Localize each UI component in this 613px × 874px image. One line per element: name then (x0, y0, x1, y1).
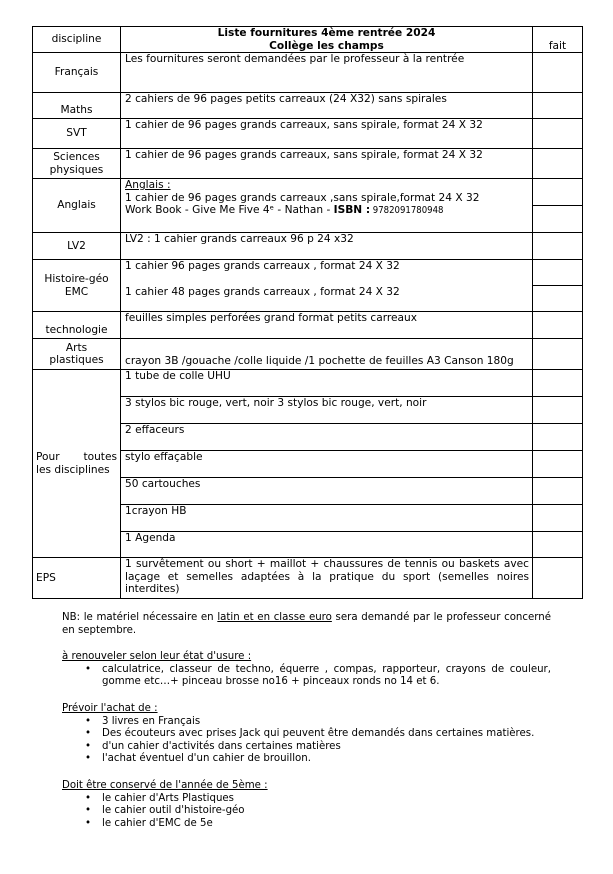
fait-cell (533, 206, 583, 233)
list-item: • le cahier d'Arts Plastiques (102, 793, 551, 806)
fait-cell (533, 93, 583, 119)
fait-cell (533, 451, 583, 478)
row-francais (33, 53, 583, 93)
item-arts: crayon 3B /gouache /colle liquide /1 pochette de feuilles A3 Canson 180g (121, 339, 533, 370)
fait-cell (533, 532, 583, 558)
fait-cell (533, 339, 583, 370)
row-maths (33, 93, 583, 119)
discipline-toutes (33, 370, 121, 558)
list-item: • Des écouteurs avec prises Jack qui peuvent être demandés dans certaines matières. (102, 728, 551, 741)
renouveler-list (62, 664, 551, 689)
fait-cell (533, 53, 583, 93)
anglais-workbook: Work Book - Give Me Five 4ᵉ - Nathan - (125, 204, 334, 216)
conserve-list (62, 793, 551, 831)
header-title (121, 27, 533, 53)
item-eps: 1 survêtement ou short + maillot + chaussures de tennis ou baskets avec laçage et semelles adaptées à la pratique du sport (semelles noires interdites) (121, 558, 533, 599)
discipline-toutes-line2: les disciplines (36, 463, 110, 476)
discipline-histoire (33, 260, 121, 312)
item-techno: feuilles simples perforées grand format petits carreaux (121, 312, 533, 339)
fait-cell (533, 149, 583, 179)
anglais-heading: Anglais : (125, 179, 171, 191)
nb-prefix: NB: le matériel nécessaire en (62, 612, 218, 623)
prevoir-list (62, 716, 551, 766)
header-fait: fait (533, 27, 583, 53)
notes-section (62, 612, 551, 830)
fait-cell (533, 478, 583, 505)
discipline-sciences (33, 149, 121, 179)
conserve-title: Doit être conservé de l'année de 5ème : (62, 779, 268, 791)
row-eps (33, 558, 583, 599)
fait-cell (533, 260, 583, 286)
header-row (33, 27, 583, 53)
fait-cell (533, 286, 583, 312)
discipline-toutes-line1: Pour toutes (36, 451, 117, 463)
nb-paragraph (62, 612, 551, 637)
isbn-label: ISBN : (333, 204, 371, 216)
fait-cell (533, 424, 583, 451)
row-anglais-1 (33, 179, 583, 206)
list-item: • 3 livres en Français (102, 716, 551, 729)
isbn-value: 9782091780948 (370, 205, 444, 216)
list-item: • l'achat éventuel d'un cahier de brouillon. (102, 753, 551, 766)
fait-cell (533, 370, 583, 397)
list-item: • calculatrice, classeur de techno, équerre , compas, rapporteur, crayons de couleur, gomme etc…+ pinceau brosse no16 + pinceaux ronds no 14 et 6. (102, 664, 551, 689)
item-toutes-4: 50 cartouches (121, 478, 533, 505)
fait-cell (533, 397, 583, 424)
fait-cell (533, 505, 583, 532)
item-toutes-0: 1 tube de colle UHU (121, 370, 533, 397)
supplies-table (32, 26, 583, 599)
item-maths: 2 cahiers de 96 pages petits carreaux (24 X32) sans spirales (121, 93, 533, 119)
row-histoire-1 (33, 260, 583, 286)
fait-cell (533, 312, 583, 339)
renouveler-title: à renouveler selon leur état d'usure : (62, 651, 252, 663)
fait-cell (533, 179, 583, 206)
nb-suffix: sera demandé par le professeur concerné en septembre. (62, 612, 551, 636)
anglais-workbook-line (125, 204, 529, 218)
item-histoire-2: 1 cahier 48 pages grands carreaux , format 24 X 32 (121, 286, 533, 312)
discipline-sciences-line1: Sciences (53, 151, 100, 163)
row-arts (33, 339, 583, 370)
discipline-arts-line2: plastiques (49, 354, 104, 366)
discipline-anglais: Anglais (33, 179, 121, 233)
discipline-arts (33, 339, 121, 370)
row-techno (33, 312, 583, 339)
item-histoire-1: 1 cahier 96 pages grands carreaux , format 24 X 32 (121, 260, 533, 286)
fait-cell (533, 558, 583, 599)
item-francais: Les fournitures seront demandées par le professeur à la rentrée (121, 53, 533, 93)
header-discipline: discipline (33, 27, 121, 53)
title-line-1: Liste fournitures 4ème rentrée 2024 (217, 27, 436, 39)
discipline-svt: SVT (33, 119, 121, 149)
discipline-histoire-line1: Histoire-géo (44, 273, 109, 285)
discipline-arts-line1: Arts (65, 341, 88, 354)
item-toutes-5: 1crayon HB (121, 505, 533, 532)
row-sciences (33, 149, 583, 179)
discipline-techno: technologie (33, 312, 121, 339)
item-anglais (121, 179, 533, 233)
prevoir-title: Prévoir l'achat de : (62, 702, 158, 714)
discipline-lv2: LV2 (33, 233, 121, 260)
discipline-francais: Français (33, 53, 121, 93)
item-toutes-3: stylo effaçable (121, 451, 533, 478)
item-toutes-6: 1 Agenda (121, 532, 533, 558)
fait-cell (533, 233, 583, 260)
discipline-histoire-line2: EMC (64, 285, 89, 298)
list-item: • le cahier d'EMC de 5e (102, 818, 551, 831)
row-toutes-0 (33, 370, 583, 397)
discipline-maths: Maths (33, 93, 121, 119)
item-toutes-1: 3 stylos bic rouge, vert, noir 3 stylos bic rouge, vert, noir (121, 397, 533, 424)
list-item: • le cahier outil d'histoire-géo (102, 805, 551, 818)
item-sciences: 1 cahier de 96 pages grands carreaux, sans spirale, format 24 X 32 (121, 149, 533, 179)
fait-cell (533, 119, 583, 149)
item-toutes-2: 2 effaceurs (121, 424, 533, 451)
row-svt (33, 119, 583, 149)
item-svt: 1 cahier de 96 pages grands carreaux, sans spirale, format 24 X 32 (121, 119, 533, 149)
nb-latin: latin et en classe euro (217, 612, 332, 623)
discipline-sciences-line2: physiques (49, 163, 104, 176)
row-lv2 (33, 233, 583, 260)
anglais-item1: 1 cahier de 96 pages grands carreaux ,sans spirale,format 24 X 32 (125, 191, 480, 204)
list-item: • d'un cahier d'activités dans certaines matières (102, 741, 551, 754)
discipline-eps: EPS (33, 558, 121, 599)
item-lv2: LV2 : 1 cahier grands carreaux 96 p 24 x32 (121, 233, 533, 260)
title-line-2: Collège les champs (269, 39, 384, 52)
